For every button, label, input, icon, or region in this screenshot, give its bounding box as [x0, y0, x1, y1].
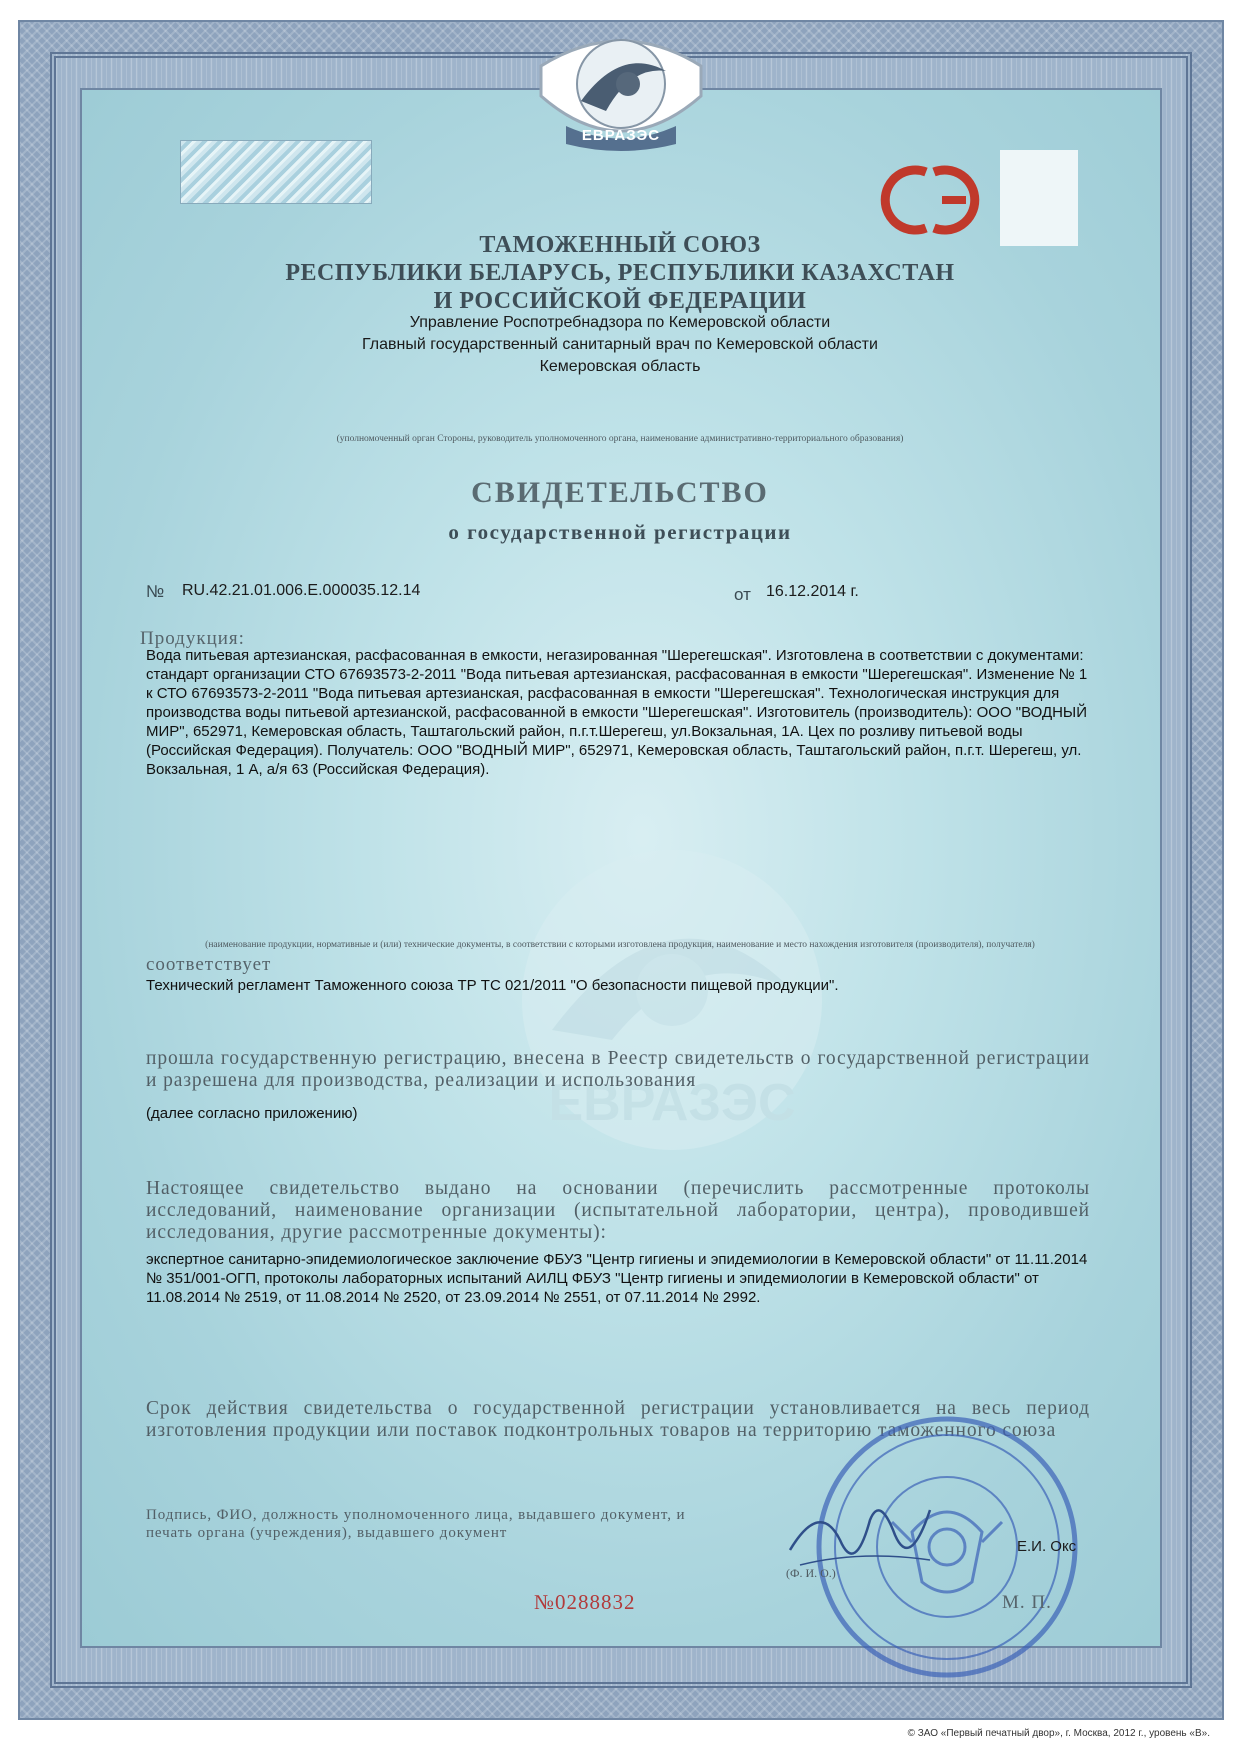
signature-label: Подпись, ФИО, должность уполномоченного лица, выдавшего документ, и печать органа (учреждения), выдавшего документ [146, 1507, 686, 1541]
conformity-mark-icon [876, 160, 986, 240]
form-serial-number: №0288832 [534, 1590, 636, 1614]
product-text: Вода питьевая артезианская, расфасованная в емкости, негазированная "Шерегешская". Изготовлена в соответствии с документами: стандарт организации СТО 67693573-2-2011 "Вода питьевая артезианская, расфасованная в емкости "Шерегешская". Изменение № 1 к СТО 67693573-2-2011 "Вода питьевая артезианская, расфасованная в емкости "Шерегешская". Технологическая инструкция для производства воды питьевой артезианской, расфасованной в емкости "Шерегешская". Изготовитель (производитель): ООО "ВОДНЫЙ МИР", 652971, Кемеровская область, Таштагольский район, п.г.т.Шерегеш, ул.Вокзальная, 1А. Цех по розливу питьевой воды (Российская Федерация). Получатель: ООО "ВОДНЫЙ МИР", 652971, Кемеровская область, Таштагольский район, п.г.т. Шерегеш, ул. Вокзальная, 1 А, а/я 63 (Российская Федерация). [146, 647, 1088, 778]
authority-line-1: Управление Роспотребнадзора по Кемеровской области [409, 314, 831, 331]
basis-text: Настоящее свидетельство выдано на основании (перечислить рассмотренные протоколы исследований, наименование организации (испытательной лаборатории, центра), проводившей исследования, другие рассмотренные документы): [146, 1178, 1090, 1243]
header-line-3: И РОССИЙСКОЙ ФЕДЕРАЦИИ [433, 288, 807, 314]
certificate-subtitle: о государственной регистрации [448, 520, 792, 544]
date-prefix: от [734, 585, 751, 604]
registration-text: прошла государственную регистрацию, внесена в Реестр свидетельств о государственной регистрации и разрешена для производства, реализации и использования [146, 1048, 1090, 1091]
certificate-number: RU.42.21.01.006.Е.000035.12.14 [182, 582, 421, 599]
svg-text:ЕВРАЗЭС: ЕВРАЗЭС [548, 1074, 796, 1132]
validity-text: Срок действия свидетельства о государственной регистрации установливается на весь период изготовления продукции или поставок подконтрольных товаров на территорию таможенного союза [146, 1398, 1090, 1441]
header-line-1: ТАМОЖЕННЫЙ СОЮЗ [479, 232, 761, 258]
authority-caption: (уполномоченный орган Стороны, руководитель уполномоченного органа, наименование административно-территориального образования) [336, 434, 904, 444]
authority-line-2: Главный государственный санитарный врач по Кемеровской области [362, 336, 878, 353]
conformity-text: Технический регламент Таможенного союза ТР ТС 021/2011 "О безопасности пищевой продукции". [146, 977, 839, 994]
eurasec-watermark-icon [492, 850, 852, 1170]
eurasec-emblem [536, 26, 706, 156]
registration-note: (далее согласно приложению) [146, 1105, 358, 1122]
stamp-place-mark: М. П. [1002, 1592, 1052, 1613]
header-line-2: РЕСПУБЛИКИ БЕЛАРУСЬ, РЕСПУБЛИКИ КАЗАХСТАН [285, 260, 955, 286]
printer-credit: © ЗАО «Первый печатный двор», г. Москва, 2012 г., уровень «В». [907, 1728, 1210, 1739]
product-label: Продукция: [140, 628, 245, 649]
basis-details: экспертное санитарно-эпидемиологическое заключение ФБУЗ "Центр гигиены и эпидемиологии в Кемеровской области" от 11.11.2014 № 351/001-ОГП, протоколы лабораторных испытаний АИЛЦ ФБУЗ "Центр гигиены и эпидемиологии в Кемеровской области" от 11.08.2014 № 2519, от 11.08.2014 № 2520, от 23.09.2014 № 2551, от 07.11.2014 № 2992. [146, 1251, 1088, 1306]
certificate-title: СВИДЕТЕЛЬСТВО [471, 476, 769, 509]
authority-line-3: Кемеровская область [539, 358, 701, 375]
number-prefix: № [146, 582, 165, 601]
signer-name: Е.И. Окс [1017, 1538, 1077, 1555]
product-caption: (наименование продукции, нормативные и (или) технические документы, в соответствии с которыми изготовлена продукция, наименование и место нахождения изготовителя (производителя), получателя) [205, 940, 1035, 950]
emblem-text: ЕВРАЗЭС [581, 127, 661, 144]
hologram-strip [180, 140, 372, 204]
conformity-label: соответствует [146, 954, 272, 975]
certificate-date: 16.12.2014 г. [766, 583, 859, 600]
signer-name-caption: (Ф. И. О.) [786, 1566, 836, 1580]
